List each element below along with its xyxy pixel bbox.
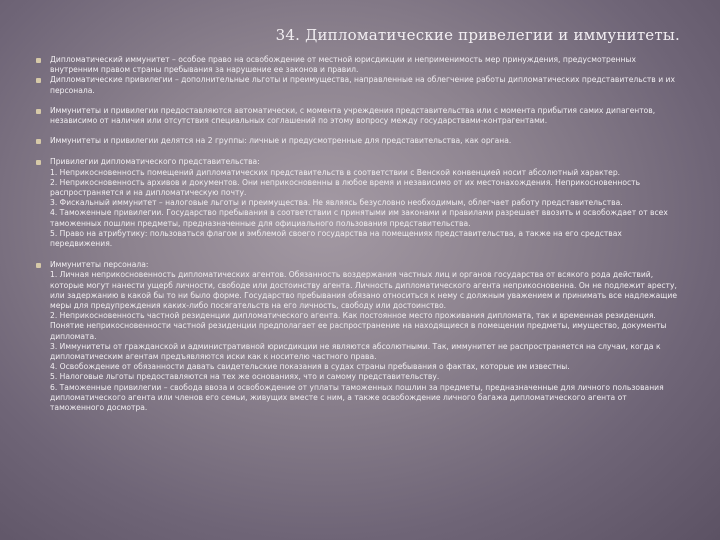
paragraph-immunity-definition [36, 55, 682, 75]
bullet-icon [36, 139, 41, 144]
bullet-icon [36, 263, 41, 268]
list-item: 4. Освобождение от обязанности давать свидетельские показания в судах страны пребывания о фактах, которые им известны. [50, 362, 570, 372]
paragraph-automatic-grant [36, 106, 682, 126]
list-heading: Иммунитеты персонала: [50, 260, 149, 270]
list-item: 4. Таможенные привилегии. Государство пребывания в соответствии с принятыми им законами и правилами разрешает ввозить и освобождает от всех таможенных пошлин предметы, предназначенные для официального пользования представительства. [50, 208, 668, 228]
bullet-icon [36, 58, 41, 63]
bullet-icon [36, 78, 41, 83]
list-item: 1. Неприкосновенность помещений дипломатических представительств в соответствии с Венской конвенцией носит абсолютный характер. [50, 167, 621, 177]
paragraph-privileges-definition [36, 75, 682, 95]
paragraph-personnel-immunities [36, 260, 682, 413]
bullet-icon [36, 160, 41, 165]
list-item: 3. Иммунитеты от гражданской и административной юрисдикции не являются абсолютными. Так, иммунитет не распространяется на случаи, когда к дипломатическим агентам предъявляются иски как к носителю частного права. [50, 341, 661, 362]
list-item: 3. Фискальный иммунитет – налоговые льготы и преимущества. Не являясь безусловно необходимым, облегчает работу представительства. [50, 198, 623, 208]
list-item: 5. Право на атрибутику: пользоваться флагом и эмблемой своего государства на помещениях представительства, а также на его средствах передвижения. [50, 228, 622, 249]
paragraph-line: Дипломатический иммунитет – особое право на освобождение от местной юрисдикции и неприменимость мер принуждения, предусмотренных внутренним правом страны пребывания за нарушение ее законов и правил. [50, 55, 636, 75]
list-item: 2. Неприкосновенность частной резиденции дипломатического агента. Как постоянное место проживания дипломата, так и временная резиденция. Понятие неприкосновенности частной резиденции предполагает ее распространение на находящиеся в помещении предметы, имущество, документы дипломата. [50, 311, 667, 341]
list-item: 2. Неприкосновенность архивов и документов. Они неприкосновенны в любое время и независимо от их местонахождения. Неприкосновенность распространяется и на дипломатическую почту. [50, 177, 641, 198]
slide-title: 34. Дипломатические привелегии и иммунитеты. [275, 26, 680, 44]
paragraph-two-groups [36, 136, 682, 146]
paragraph-line: Иммунитеты и привилегии предоставляются автоматически, с момента учреждения представительства или с момента прибытия самих дипагентов, независимо от наличия или отсутствия специальных соглашений по этому вопросу между государствами-контрагентами. [50, 105, 656, 126]
list-item: 1. Личная неприкосновенность дипломатических агентов. Обязанность воздержания частных лиц и органов государства от всякого рода действий, которые могут нанести ущерб личности, свободе или достоинству агента. Личность дипломатического агента неприкосновенна. Он не подлежит аресту, или задержанию в какой бы то ни было форме. Государство пребывания обязано относиться к нему с должным уважением и принимать все надлежащие меры для предупреждения каких-либо посягательств на его личность, свободу или достоинство. [50, 270, 678, 311]
paragraph-line: Иммунитеты и привилегии делятся на 2 группы: личные и предусмотренные для представительства, как органа. [50, 136, 512, 146]
slide-body [36, 55, 682, 533]
list-item: 6. Таможенные привилегии – свобода ввоза и освобождение от уплаты таможенных пошлин за предметы, предназначенные для личного пользования дипломатического агента или членов его семьи, живущих вместе с ним, а также освобождение личного багажа дипломатического агента от таможенного досмотра. [50, 382, 664, 413]
paragraph-line: Дипломатические привилегии – дополнительные льготы и преимущества, направленные на облегчение работы дипломатических представительств и их персонала. [50, 75, 675, 95]
list-heading: Привилегии дипломатического представительства: [50, 157, 260, 167]
paragraph-mission-privileges [36, 157, 682, 249]
list-item: 5. Налоговые льготы предоставляются на тех же основаниях, что и самому представительству. [50, 372, 440, 382]
bullet-icon [36, 109, 41, 114]
